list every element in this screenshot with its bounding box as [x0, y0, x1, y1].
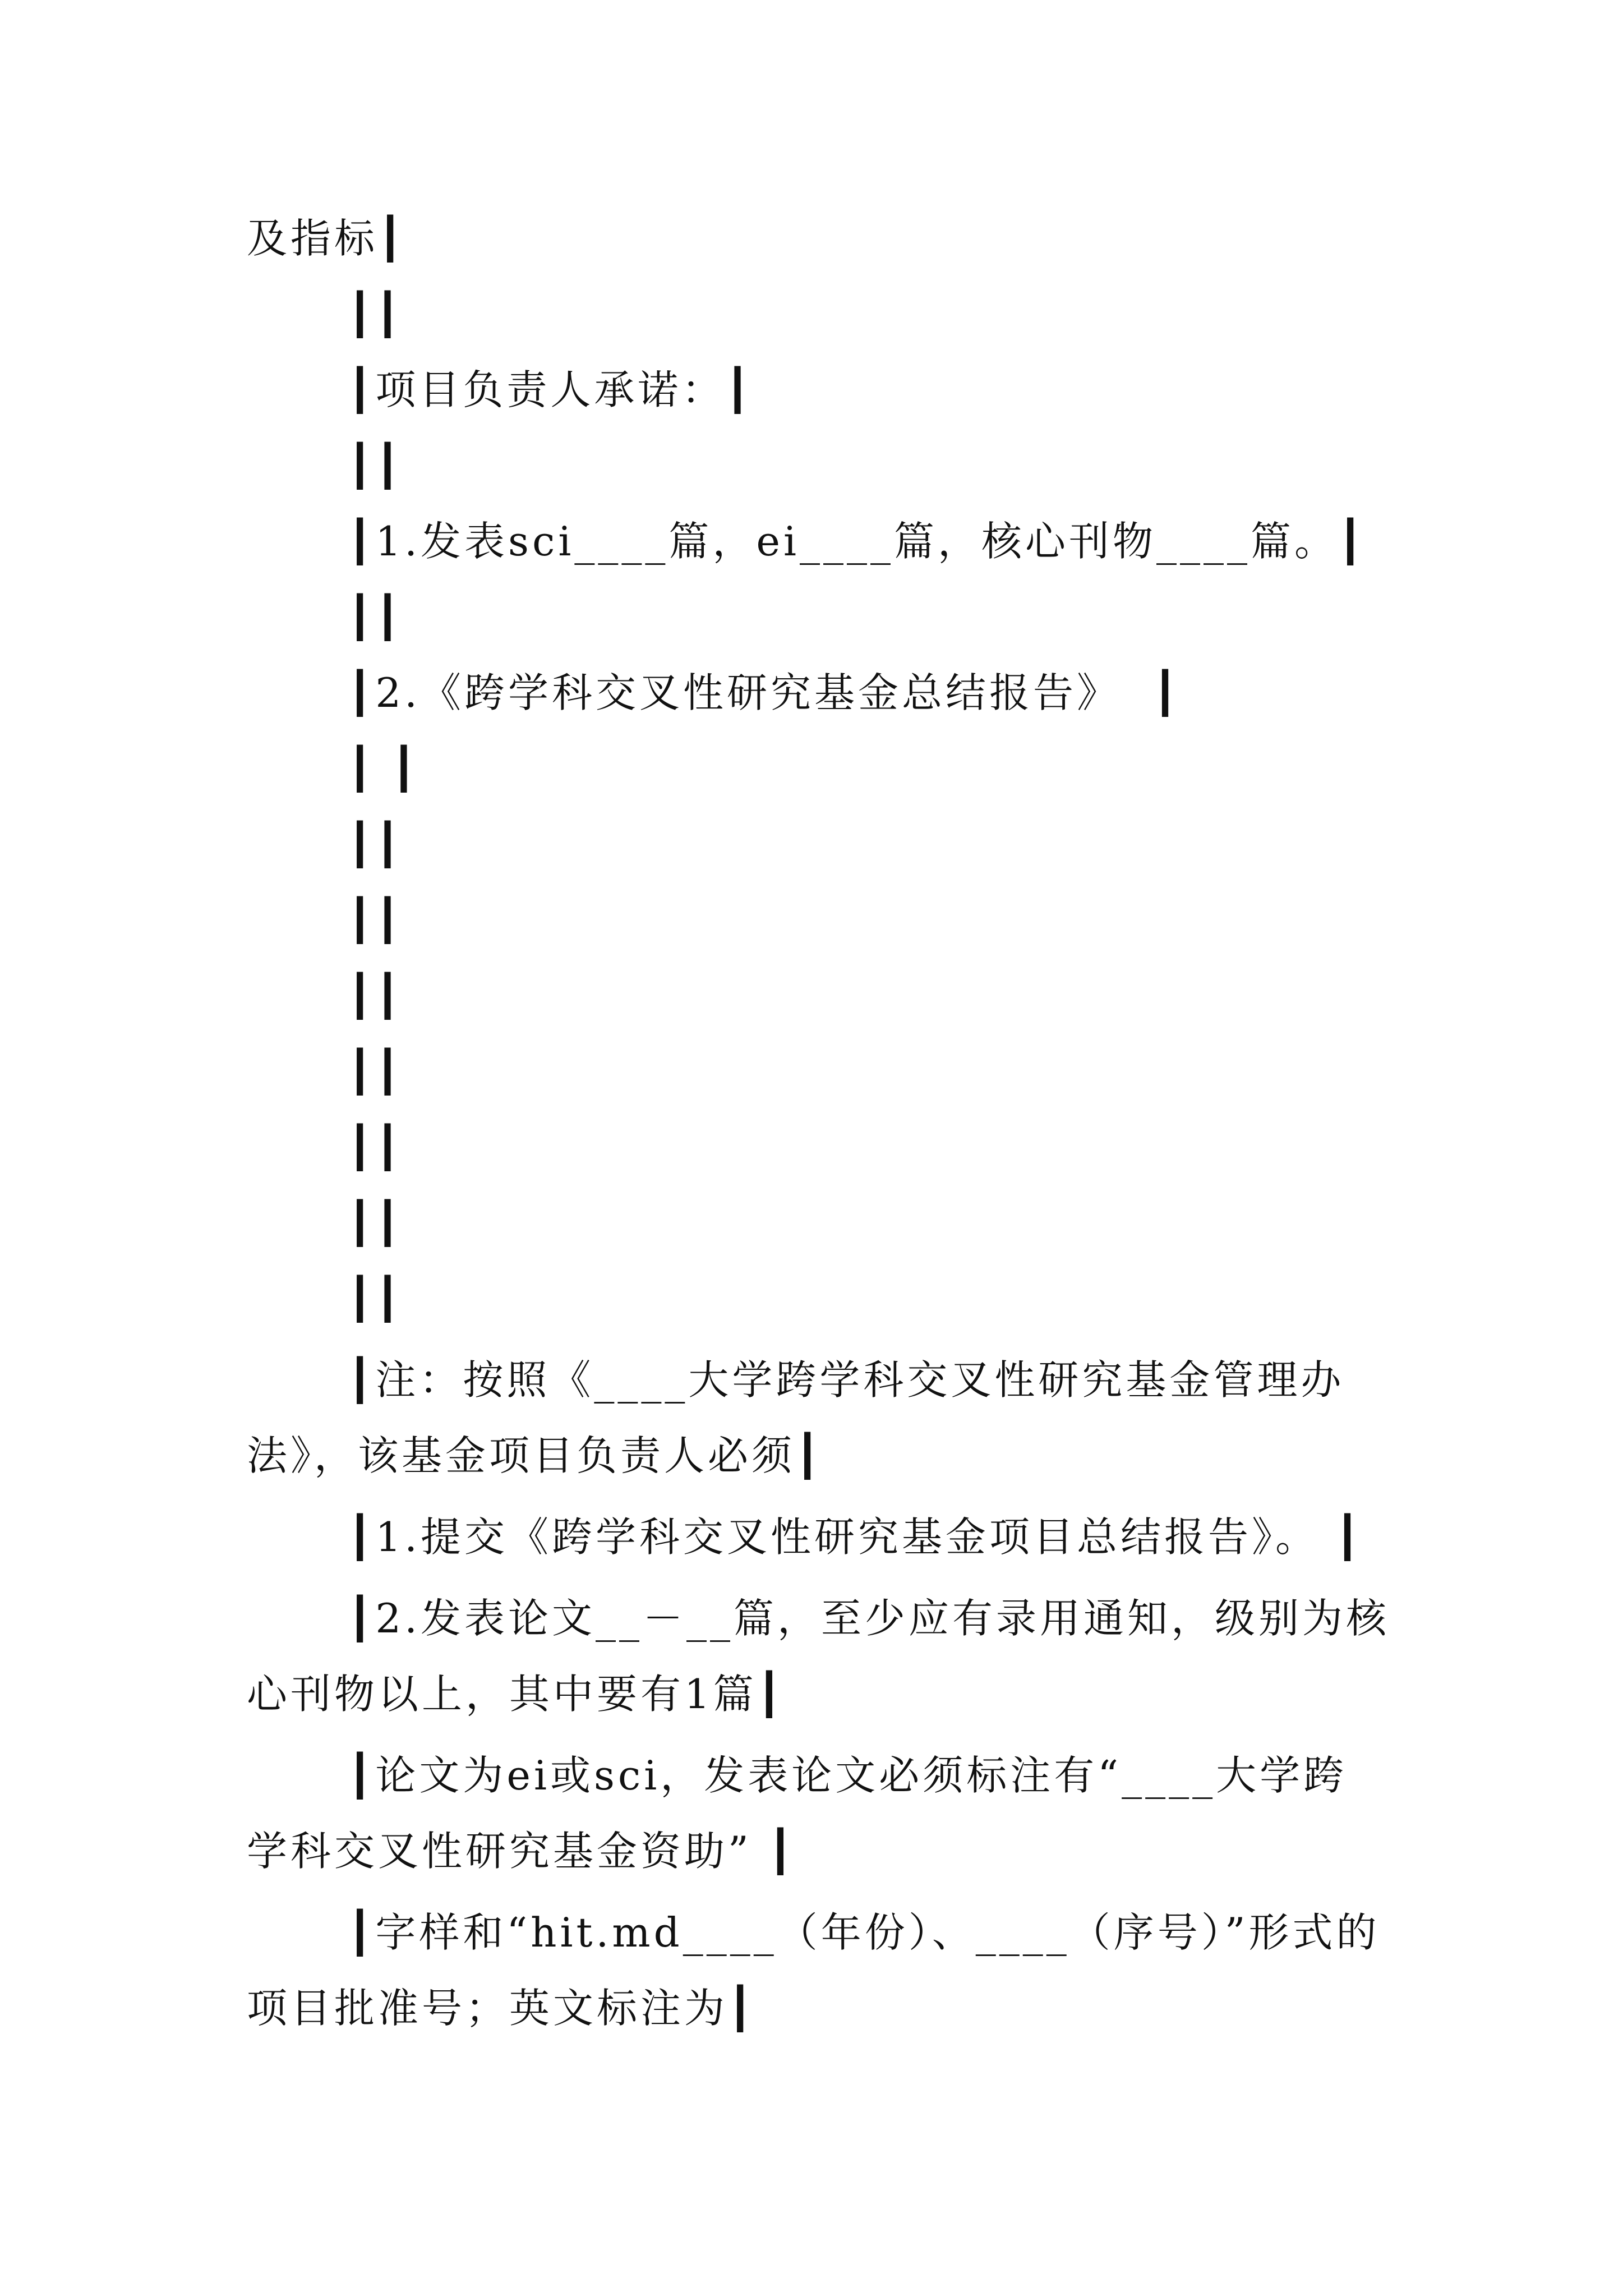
text-line-note-1: ┃注：按照《____大学跨学科交叉性研究基金管理办	[348, 1356, 1345, 1404]
text-line-note-item-4a: ┃字样和“hit.md____（年份）、____（序号）”形式的	[348, 1909, 1380, 1956]
text-line-commitment-1: ┃1.发表sci____篇，ei____篇，核心刊物____篇。┃	[348, 518, 1366, 565]
text-line-empty-6: ┃┃	[348, 896, 403, 944]
text-line-empty-4: ┃ ┃	[348, 745, 419, 792]
text-line-empty-3: ┃┃	[348, 593, 403, 641]
text-line-indicators: 及指标┃	[247, 215, 406, 262]
text-line-empty-5: ┃┃	[348, 821, 403, 868]
text-line-empty-1: ┃┃	[348, 291, 403, 338]
text-line-note-item-2a: ┃2.发表论文__－__篇，至少应有录用通知，级别为核	[348, 1595, 1390, 1642]
text-line-note-item-3b: 学科交叉性研究基金资助” ┃	[247, 1828, 796, 1875]
text-line-note-item-1: ┃1.提交《跨学科交叉性研究基金项目总结报告》。 ┃	[348, 1513, 1363, 1561]
text-line-empty-9: ┃┃	[348, 1124, 403, 1171]
text-line-empty-8: ┃┃	[348, 1048, 403, 1095]
text-line-empty-7: ┃┃	[348, 972, 403, 1019]
text-line-empty-2: ┃┃	[348, 442, 403, 489]
text-line-commitment-heading: ┃项目负责人承诺：┃	[348, 366, 753, 413]
text-line-note-item-3a: ┃论文为ei或sci，发表论文必须标注有“____大学跨	[348, 1752, 1348, 1799]
text-line-note-item-4b: 项目批准号；英文标注为┃	[247, 1985, 756, 2032]
text-line-note-2: 法》，该基金项目负责人必须┃	[247, 1432, 823, 1479]
text-line-empty-10: ┃┃	[348, 1199, 403, 1246]
text-line-empty-11: ┃┃	[348, 1275, 403, 1322]
text-line-note-item-2b: 心刊物以上，其中要有1篇┃	[247, 1671, 785, 1718]
text-line-commitment-2: ┃2.《跨学科交叉性研究基金总结报告》 ┃	[348, 669, 1181, 716]
